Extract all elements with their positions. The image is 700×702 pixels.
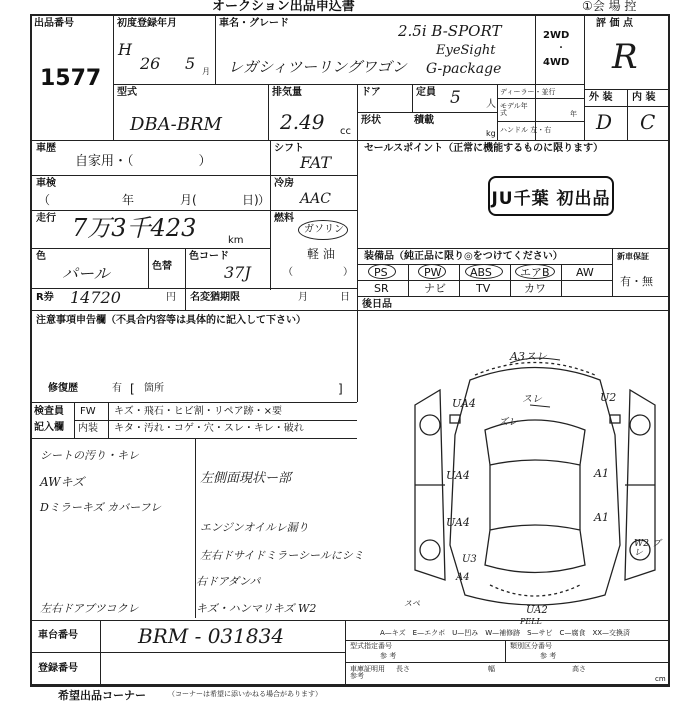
inspection-label: 車検	[36, 178, 56, 189]
equip-ps-circle	[368, 264, 396, 279]
equip-aw: AW	[576, 266, 594, 279]
drive-2wd: 2WD	[543, 30, 570, 41]
fuel-other: （ ）	[283, 267, 353, 278]
note-line-4: 左側面現状ー部	[200, 471, 292, 486]
model-year-suffix: 年	[570, 110, 577, 118]
note-line-5: エンジンオイルレ漏り	[200, 521, 309, 534]
inspector-label-2: 記入欄	[34, 422, 64, 433]
note-line-3: Dミラーキズ カバーフレ	[40, 501, 162, 514]
length-label: 長さ	[396, 665, 410, 673]
equip-abs: ABS	[470, 266, 492, 279]
displacement-label: 排気量	[272, 87, 302, 98]
form-label: 形状	[361, 115, 381, 126]
diagram-mark-1: A3スレ	[510, 350, 547, 363]
drive-dot: ・	[556, 43, 566, 54]
note-line-1: シートの汚り・キレ	[40, 449, 139, 462]
fuel-diesel: 軽 油	[307, 247, 335, 261]
shift-value: FAT	[300, 153, 332, 172]
repair-place-label: 箇所	[144, 383, 164, 394]
color-value: パール	[62, 264, 110, 283]
first-reg-era: H	[118, 40, 132, 59]
note-line-8: 左右ドアブツコクレ	[40, 602, 139, 615]
inspection-year: 年	[122, 193, 135, 207]
drive-4wd: 4WD	[543, 57, 570, 68]
lot-number: 1577	[40, 66, 102, 91]
ac-label: 冷房	[274, 178, 294, 189]
equip-sr: SR	[374, 282, 389, 295]
load-label: 積載	[414, 115, 434, 126]
interior-legend: キタ・汚れ・コゲ・穴・スレ・キレ・破れ	[114, 423, 304, 434]
note-line-2: AWキズ	[40, 475, 85, 489]
form-title: オークション出品申込書	[212, 0, 355, 14]
lot-label: 出品番号	[34, 18, 74, 29]
equip-ps: PS	[374, 266, 388, 279]
inspector-label-1: 検査員	[34, 406, 64, 417]
wheel-rl	[420, 540, 440, 560]
inspection-day: 日)	[242, 193, 259, 207]
fw-label: FW	[80, 406, 96, 417]
interior-legend-label: 内装	[78, 423, 98, 434]
wheel-fl	[420, 415, 440, 435]
diagram-mark-12: W2 ブレ	[634, 539, 661, 558]
repair-history-label: 修復歴	[48, 383, 78, 394]
name-change-day: 日	[340, 292, 350, 303]
capacity-unit: 人	[486, 99, 496, 110]
category-label: 類別区分番号	[510, 642, 552, 650]
equip-airbag-circle	[515, 264, 555, 279]
rear-window	[485, 525, 585, 573]
equip-pw: PW	[424, 266, 442, 279]
corner-note: （コーナーは希望に添いかねる場合があります）	[168, 690, 322, 698]
color-code-value: 37J	[224, 263, 251, 282]
rear-items-label: 後日品	[362, 299, 392, 310]
first-reg-year: 26	[140, 54, 161, 73]
warranty-label: 新車保証	[617, 252, 649, 261]
height-label: 高さ	[572, 665, 586, 673]
ac-value: AAC	[300, 191, 331, 207]
width-label: 幅	[488, 665, 495, 673]
diagram-mark-3: ズレ	[498, 417, 518, 428]
corner-label: 希望出品コーナー	[58, 689, 146, 702]
fuel-gasoline: ガソリン	[304, 224, 344, 235]
car-grade-eyesight: EyeSight	[436, 43, 496, 58]
handle-label: ハンドル 左・右	[500, 126, 552, 134]
first-reg-month: 5	[185, 54, 196, 73]
car-name-value: レガシィツーリングワゴン	[228, 58, 407, 76]
equip-leather: カワ	[524, 282, 546, 295]
diagram-mark-2: スレ	[522, 394, 542, 405]
equip-pw-circle	[418, 264, 446, 279]
equip-airbag: エアB	[520, 266, 550, 279]
bracket-close: ]	[338, 382, 343, 396]
cm-unit: cm	[655, 675, 666, 683]
sales-point-label: セールスポイント（正常に機能するものに限ります）	[364, 143, 604, 154]
capacity-value: 5	[450, 88, 461, 108]
diagram-mark-5: U2	[600, 391, 617, 404]
displacement-value: 2.49	[280, 110, 325, 134]
bracket-open: [	[130, 382, 135, 396]
equipment-label: 装備品（純正品に限り◎をつけてください）	[364, 251, 563, 262]
diagram-mark-14: UA2	[526, 605, 548, 616]
name-change-label: 名変猶期限	[190, 292, 240, 303]
diagram-mark-9: A1	[594, 511, 609, 524]
diagram-mark-10: U3	[462, 554, 477, 565]
ticket-label: R券	[36, 292, 54, 303]
mileage-value: 7万3千423	[72, 214, 197, 242]
rating-label: 評 価 点	[596, 18, 633, 29]
warranty-value: 有・無	[620, 275, 653, 288]
mileage-unit: km	[228, 235, 244, 246]
ticket-value: 14720	[70, 288, 121, 307]
car-name-label: 車名・グレード	[219, 18, 289, 29]
capacity-label: 定員	[416, 87, 436, 98]
equip-tv: TV	[476, 282, 491, 295]
inspection-month: 月(	[180, 193, 197, 207]
first-reg-label: 初度登録年月	[117, 18, 177, 29]
garage-cert-label: 車庫証明用参考	[350, 665, 385, 680]
diagram-mark-15: PELL	[520, 617, 542, 626]
copy-label: ①会 場 控	[582, 0, 637, 13]
exterior-grade: D	[596, 110, 613, 134]
color-code-label: 色コード	[189, 251, 229, 262]
wheel-fr	[630, 415, 650, 435]
model-year-label: モデル年式	[500, 102, 528, 117]
car-diagram	[400, 345, 670, 625]
diagram-mark-11: A4	[456, 572, 470, 583]
fuel-label: 燃料	[274, 213, 294, 224]
diagram-mark-7: A1	[594, 467, 609, 480]
first-reg-month-unit: 月	[202, 67, 210, 76]
equip-navi: ナビ	[424, 282, 446, 295]
chassis-value: BRM - 031834	[138, 624, 285, 648]
mileage-label: 走行	[36, 213, 56, 224]
rating-value: R	[612, 37, 638, 77]
dealer-label: ディーラー・並行	[500, 88, 556, 96]
inspection-paren-open: （	[38, 193, 51, 207]
repair-history-value: 有	[112, 383, 122, 394]
diagram-mark-4: UA4	[452, 397, 476, 410]
chassis-label: 車台番号	[38, 630, 78, 641]
car-grade-package: G-package	[426, 61, 502, 77]
exterior-label: 外 装	[589, 92, 613, 103]
ticket-unit: 円	[166, 292, 176, 303]
registration-label: 登録番号	[38, 663, 78, 674]
note-line-9: キズ・ハンマリキズ W2	[196, 602, 317, 615]
diagram-mark-13: スペ	[404, 599, 420, 608]
color-label: 色	[36, 251, 46, 262]
ju-chiba-stamp: JU千葉 初出品	[488, 176, 614, 216]
displacement-unit: cc	[340, 126, 351, 137]
interior-grade: C	[640, 110, 656, 134]
model-label: 型式	[117, 87, 137, 98]
name-change-month: 月	[298, 292, 308, 303]
damage-legend: A—キズ E—エクボ U—凹み W—補修跡 S—サビ C—腐食 XX—交換済	[380, 629, 631, 637]
notes-label: 注意事項申告欄（不具合内容等は具体的に記入して下さい）	[36, 315, 306, 326]
interior-label: 内 装	[632, 92, 656, 103]
model-value: DBA-BRM	[130, 114, 222, 135]
inspection-paren-close: ）	[258, 193, 271, 207]
note-line-6: 左右ドサイドミラーシールにシミ	[200, 549, 364, 562]
history-value: 自家用・（ ）	[75, 154, 212, 169]
load-unit: kg	[486, 129, 496, 138]
category-ref: 参 考	[540, 652, 557, 660]
type-designation-ref: 参 考	[380, 652, 397, 660]
note-line-7: 右ドアダンパ	[196, 575, 261, 588]
shift-label: シフト	[274, 143, 304, 154]
diagram-mark-8: UA4	[446, 516, 470, 529]
color-change-label: 色替	[152, 261, 172, 272]
type-designation-label: 型式指定番号	[350, 642, 392, 650]
doors-label: ドア	[361, 87, 381, 98]
diagram-mark-6: UA4	[446, 469, 470, 482]
exterior-legend: キズ・飛石・ヒビ割・リペア跡・×要	[114, 406, 282, 417]
equip-abs-circle	[465, 264, 503, 279]
car-grade-value: 2.5i B-SPORT	[398, 22, 502, 40]
history-label: 車歴	[36, 143, 56, 154]
